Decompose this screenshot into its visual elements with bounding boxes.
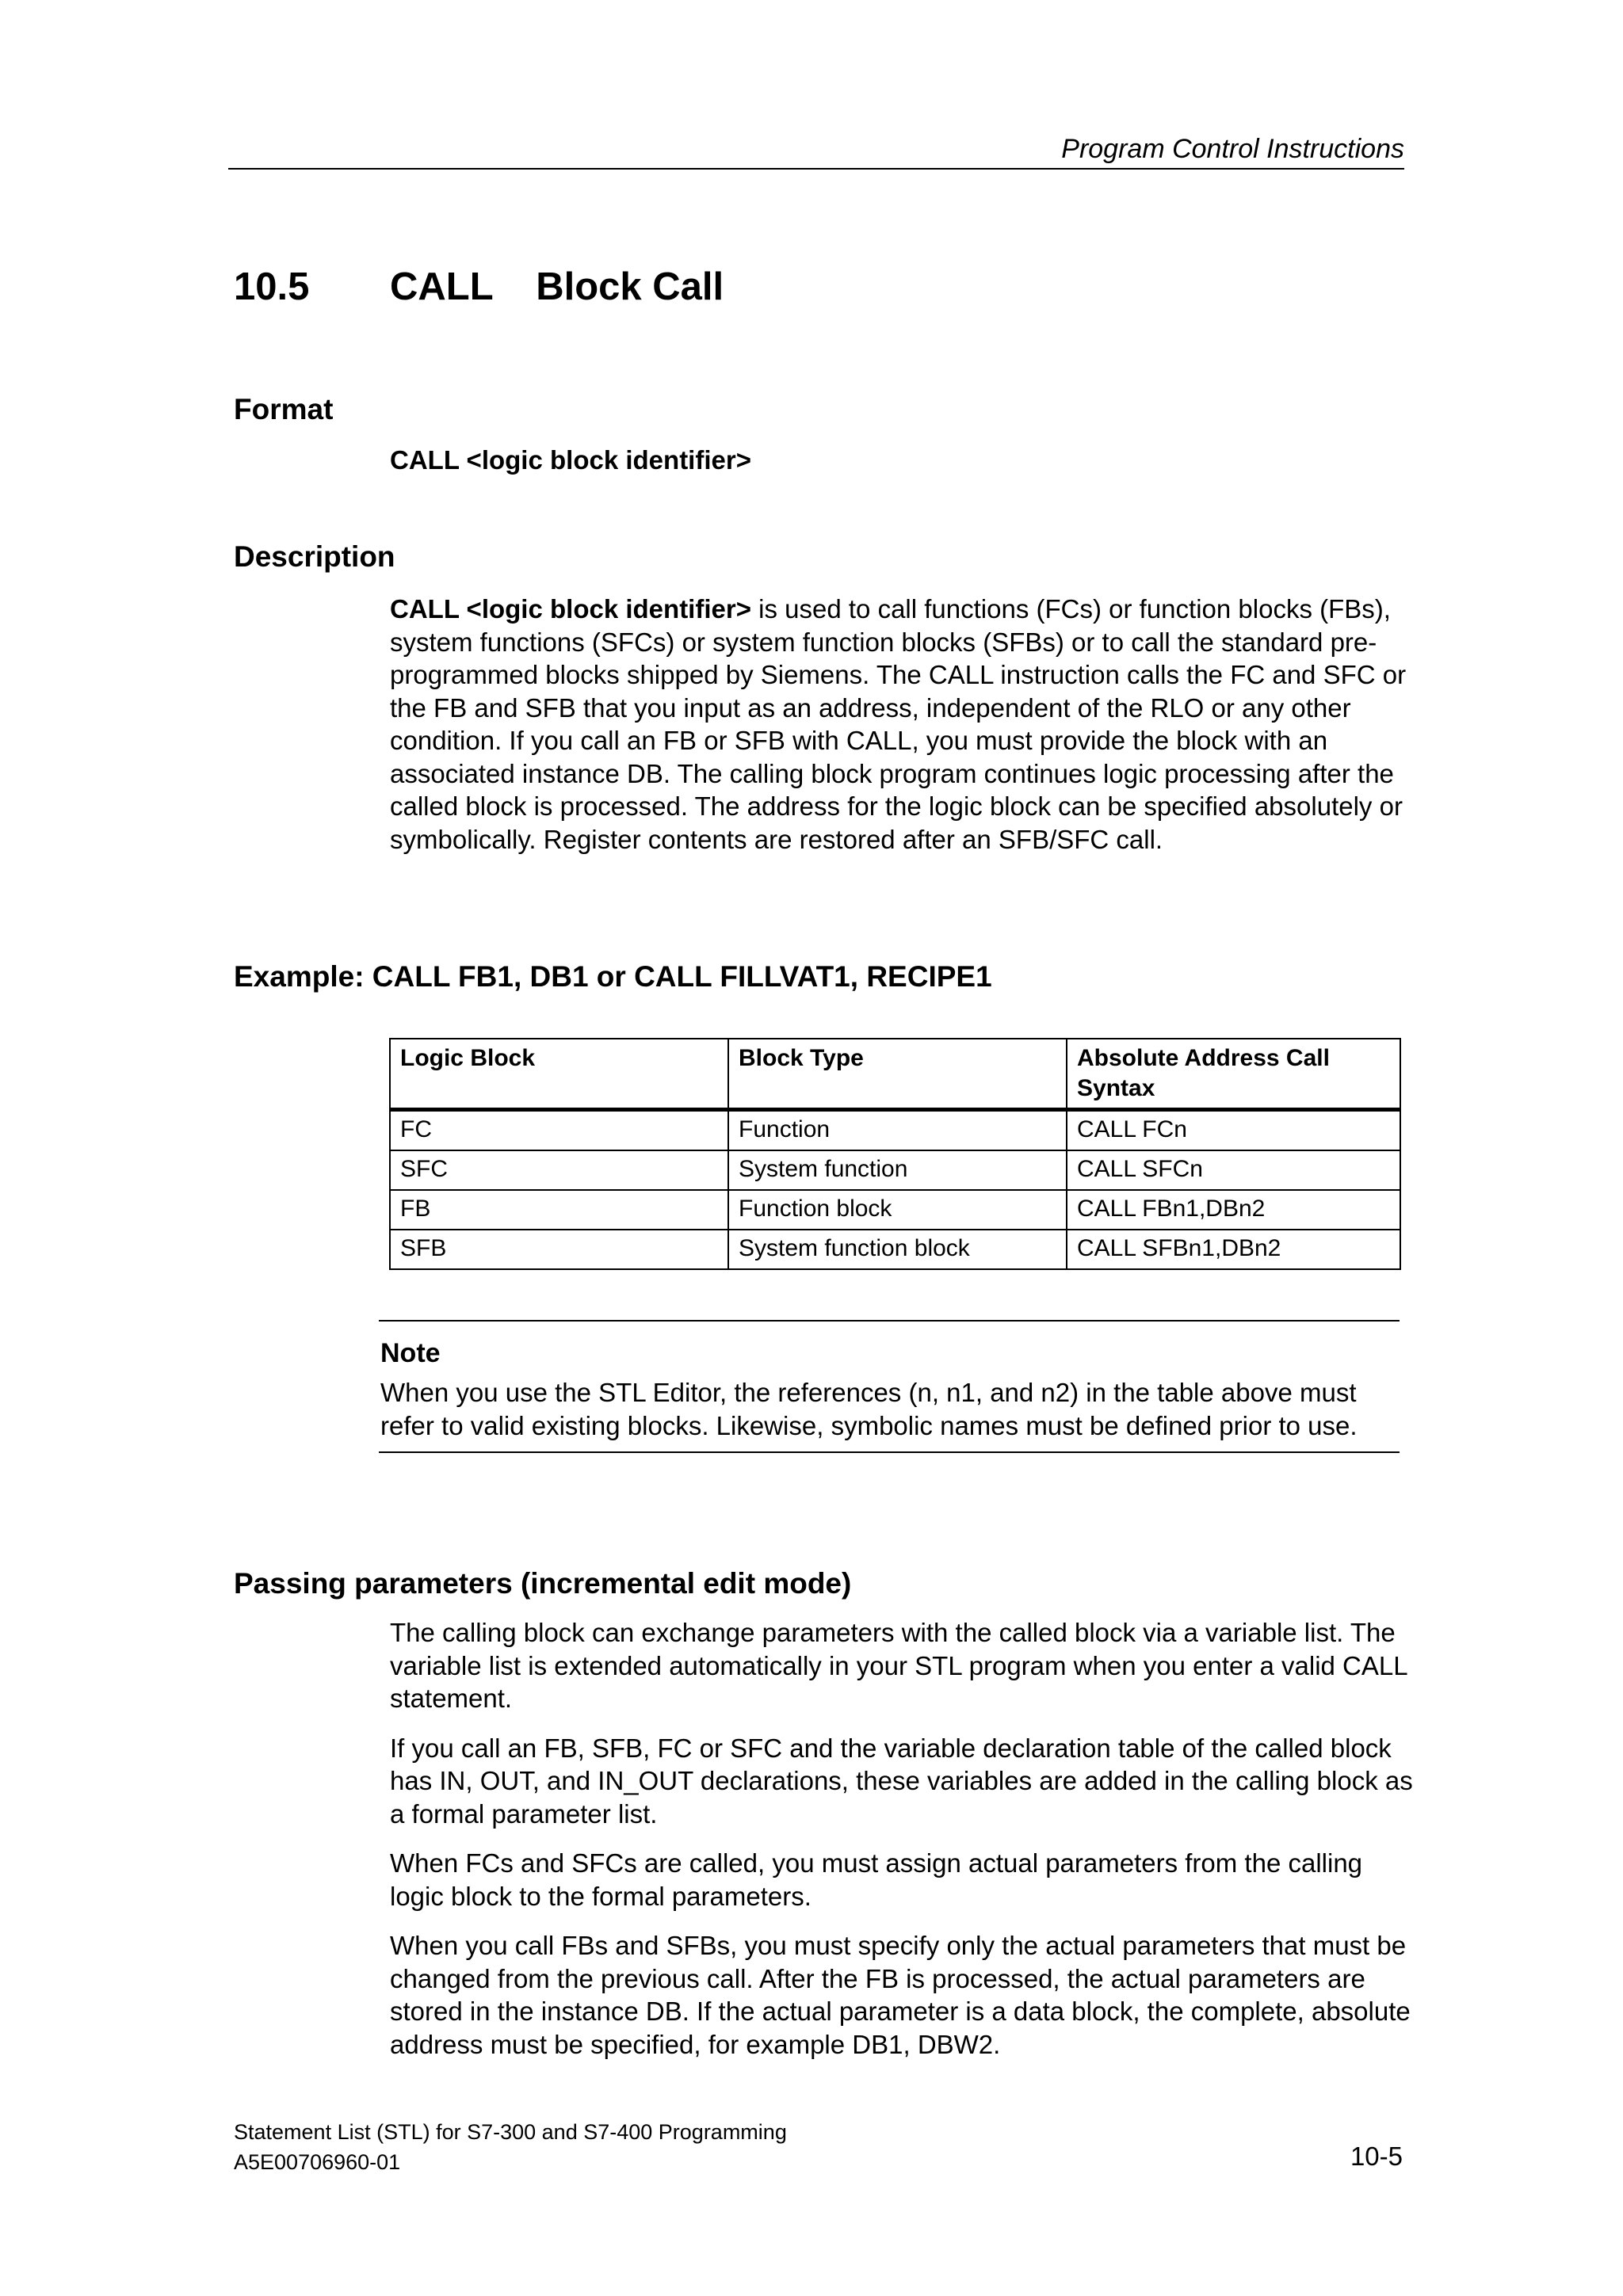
- table-row: [390, 1230, 1400, 1269]
- footer-document-id: A5E00706960-01: [234, 2150, 401, 2174]
- header-rule: [228, 168, 1404, 170]
- cell-call-syntax: CALL SFCn: [1067, 1150, 1400, 1190]
- paragraph: When FCs and SFCs are called, you must assign actual parameters from the calling logic block to the formal parameters.: [390, 1848, 1363, 1911]
- cell-block-type: System function: [728, 1150, 1067, 1190]
- description-lead: CALL <logic block identifier>: [390, 594, 751, 624]
- cell-block-type: Function block: [728, 1190, 1067, 1230]
- footer-document-info: [234, 2117, 787, 2177]
- logic-block-table: [389, 1038, 1401, 1270]
- cell-block-type: Function: [728, 1110, 1067, 1151]
- cell-logic-block: FC: [390, 1110, 728, 1151]
- format-syntax: CALL <logic block identifier>: [390, 445, 751, 475]
- description-text: is used to call functions (FCs) or function blocks (FBs), system functions (SFCs) or system function blocks (SFBs) or to call the standard pre-programmed blocks shipped by Siemens. The CALL instruction calls the FC and SFC or the FB and SFB that you input as an address, independent of the RLO or any other condition. If you call an FB or SFB with CALL, you must provide the block with an associated instance DB. The calling block program continues logic processing after the called block is processed. The address for the logic block can be specified absolutely or symbolically. Register contents are restored after an SFB/SFC call.: [390, 594, 1407, 854]
- format-heading: Format: [234, 393, 334, 425]
- table-row: [390, 1150, 1400, 1190]
- running-header: Program Control Instructions: [1061, 134, 1404, 164]
- paragraph: When you call FBs and SFBs, you must specify only the actual parameters that must be changed from the previous call. After the FB is processed, the actual parameters are stored in the instance DB. If the actual parameter is a data block, the complete, absolute address must be specified, for example DB1, DBW2.: [390, 1931, 1411, 2059]
- table-header-row: [390, 1039, 1400, 1110]
- section-title: CALL Block Call: [390, 265, 724, 308]
- note-bottom-rule: [379, 1451, 1400, 1453]
- cell-call-syntax: CALL SFBn1,DBn2: [1067, 1230, 1400, 1269]
- col-header-call-syntax: Absolute Address Call Syntax: [1067, 1039, 1400, 1110]
- description-body: [390, 593, 1420, 856]
- cell-call-syntax: CALL FCn: [1067, 1110, 1400, 1151]
- table-row: [390, 1190, 1400, 1230]
- passing-parameters-heading: Passing parameters (incremental edit mode): [234, 1567, 852, 1600]
- passing-parameters-body: [390, 1616, 1420, 2077]
- cell-block-type: System function block: [728, 1230, 1067, 1269]
- note-title: Note: [380, 1338, 441, 1368]
- cell-logic-block: SFC: [390, 1150, 728, 1190]
- paragraph: The calling block can exchange parameters with the called block via a variable list. The variable list is extended automatically in your STL program when you enter a valid CALL statement.: [390, 1618, 1407, 1713]
- page-number: 10-5: [1350, 2142, 1403, 2171]
- col-header-block-type: Block Type: [728, 1039, 1067, 1110]
- note-text: When you use the STL Editor, the references (n, n1, and n2) in the table above must refer to valid existing blocks. Likewise, symbolic names must be defined prior to use.: [380, 1378, 1358, 1440]
- cell-call-syntax: CALL FBn1,DBn2: [1067, 1190, 1400, 1230]
- example-heading: Example: CALL FB1, DB1 or CALL FILLVAT1, RECIPE1: [234, 960, 992, 993]
- table-row: [390, 1110, 1400, 1151]
- cell-logic-block: SFB: [390, 1230, 728, 1269]
- description-heading: Description: [234, 540, 395, 573]
- col-header-logic-block: Logic Block: [390, 1039, 728, 1110]
- section-number: 10.5: [234, 265, 310, 308]
- footer-manual-title: Statement List (STL) for S7-300 and S7-400 Programming: [234, 2120, 787, 2144]
- cell-logic-block: FB: [390, 1190, 728, 1230]
- paragraph: If you call an FB, SFB, FC or SFC and the variable declaration table of the called block has IN, OUT, and IN_OUT declarations, these variables are added in the calling block as a formal parameter list.: [390, 1733, 1413, 1829]
- note-top-rule: [379, 1320, 1400, 1322]
